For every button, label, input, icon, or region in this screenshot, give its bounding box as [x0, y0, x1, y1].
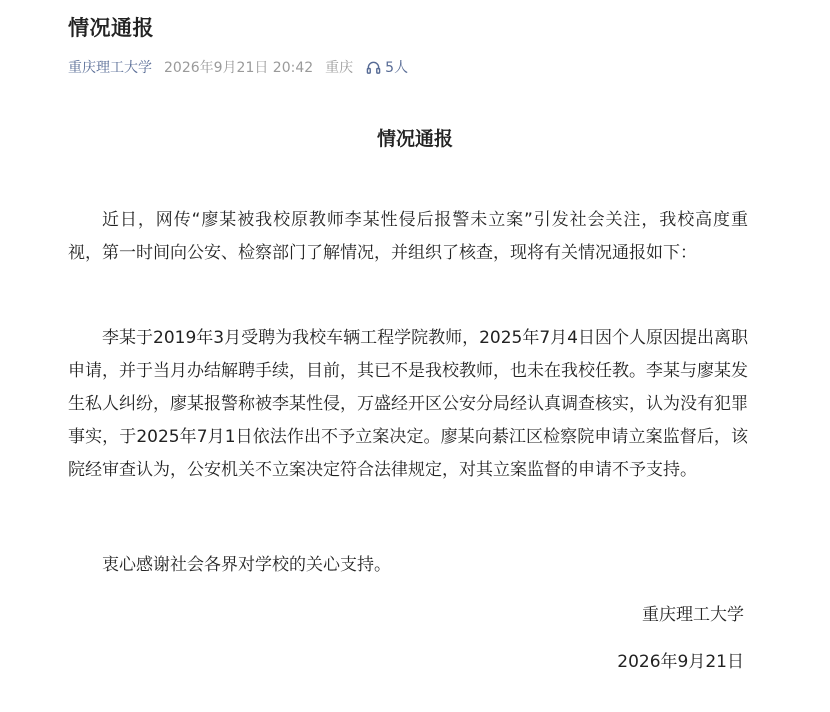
headphones-icon — [366, 60, 381, 75]
article-title: 情况通报 — [376, 128, 453, 150]
signature-organization: 重庆理工大学 — [642, 605, 744, 625]
signature-date: 2026年9月21日 — [617, 652, 744, 672]
paragraph-intro: 近日，网传“廖某被我校原教师李某性侵后报警未立案”引发社会关注，我校高度重视，第一时间向公安、检察部门了解情况，并组织了核查，现将有关情况通报如下： — [68, 210, 748, 263]
author-link[interactable]: 重庆理工大学 — [68, 60, 152, 76]
listen-button[interactable] — [366, 57, 408, 77]
paragraph-details: 李某于2019年3月受聘为我校车辆工程学院教师，2025年7月4日因个人原因提出离职申请，并于当月办结解聘手续，目前，其已不是我校教师，也未在我校任教。李某与廖某发生私人纠纷，廖某报警称被李某性侵，万盛经开区公安分局经认真调查核实，认为没有犯罪事实，于2025年7月1日依法作出不予立案决定。廖某向綦江区检察院申请立案监督后，该院经审查认为，公安机关不立案决定符合法律规定，对其立案监督的申请不予支持。 — [68, 328, 748, 480]
publish-location: 重庆 — [325, 60, 354, 76]
publish-datetime: 2026年9月21日 20:42 — [164, 60, 314, 76]
page-title: 情况通报 — [68, 16, 154, 40]
paragraph-thanks: 衷心感谢社会各界对学校的关心支持。 — [102, 555, 391, 575]
listener-count: 5人 — [385, 60, 409, 76]
article-meta — [68, 56, 408, 78]
